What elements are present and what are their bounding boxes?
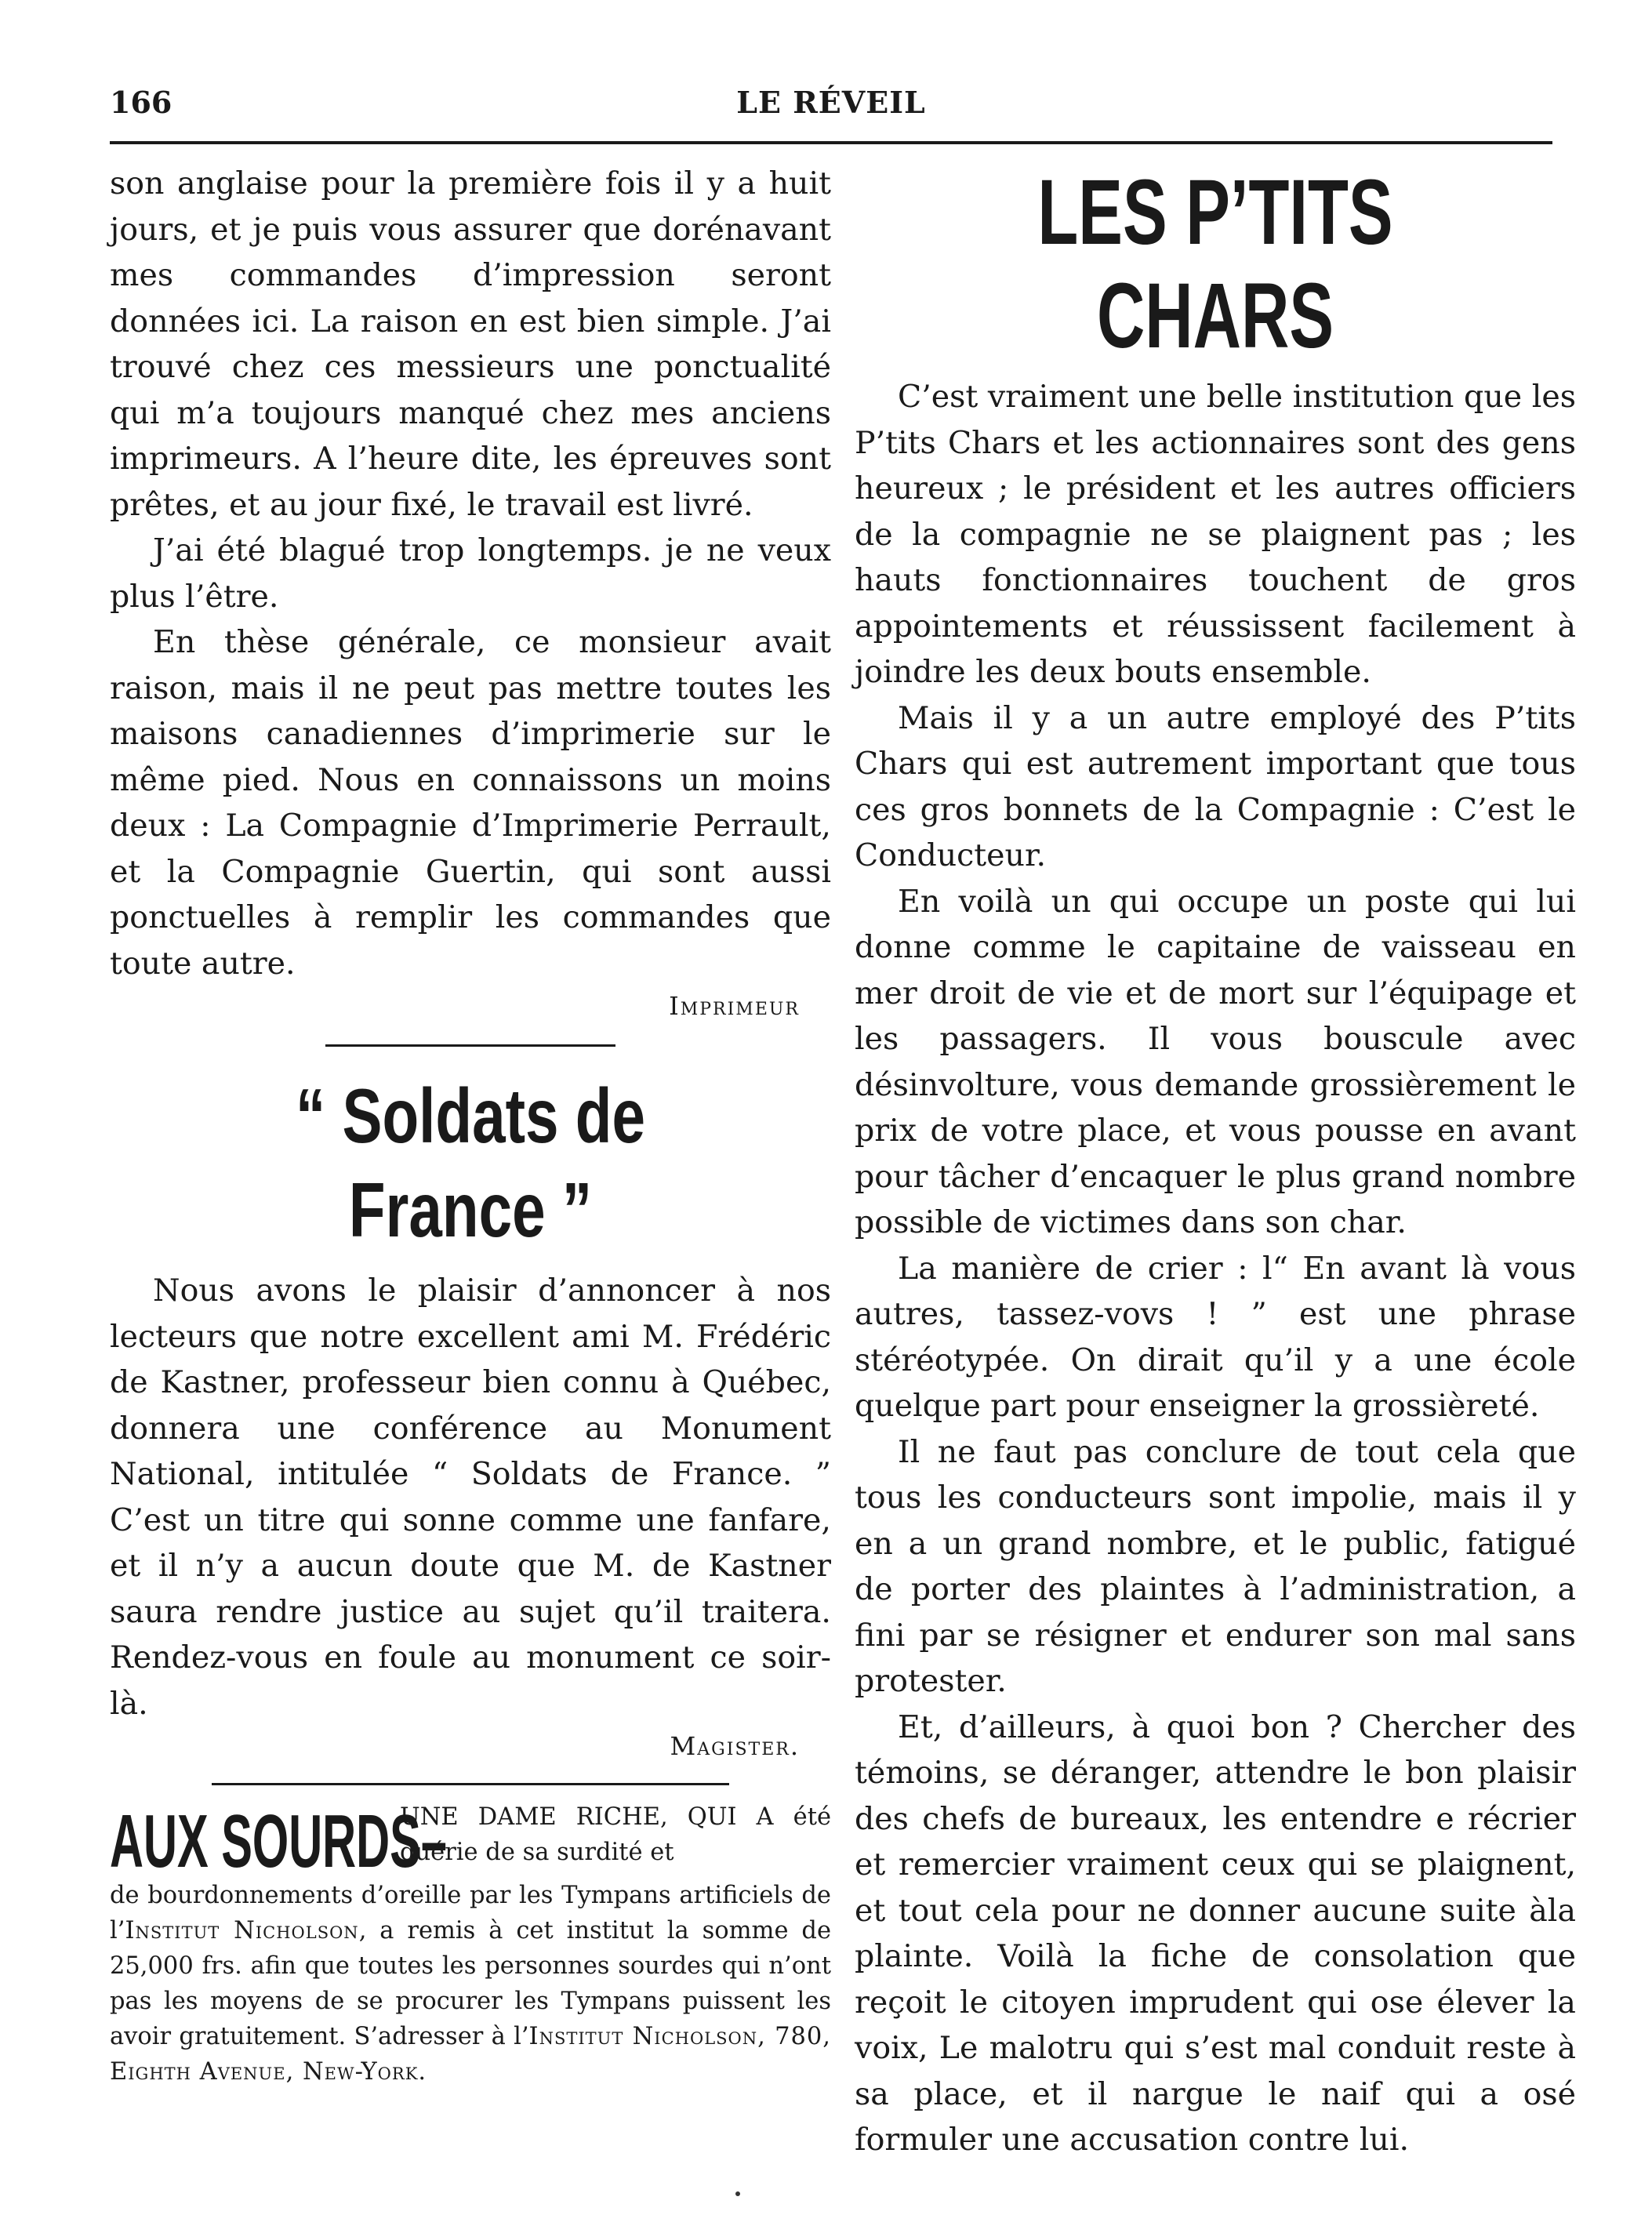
ad-title: AUX SOURDS– (110, 1799, 447, 1883)
ad-body-part2: , a remis à cet institut la somme de 25,000 frs. afin que toutes les personnes sourdes qui n’ont pas les moyens de se procurer les Tympans puissent les avoir gratuitement. S’adresser à l’ (110, 1917, 831, 2050)
page-number: 166 (110, 85, 172, 120)
soldats-signature: Magister. (670, 1731, 800, 1761)
ad-institut-name: Institut Nicholson (125, 1917, 359, 1944)
advertisement (110, 1799, 831, 2090)
soldats-paragraph: Nous avons le plaisir d’annoncer à nos lecteurs que notre excellent ami M. Frédéric de Kastner, professeur bien connu à Québec, donnera une conférence au Monument National, intitulée “ Soldats de France. ” C’est un titre qui sonne comme une fanfare, et il n’y a aucun doute que M. de Kastner saura rendre justice au sujet qu’il traitera. Rendez-vous en foule au monument ce soir-là. (110, 1273, 831, 1722)
chars-paragraph-3: En voilà un qui occupe un poste qui lui donne comme le capitaine de vaisseau en mer droit de vie et de mort sur l’équipage et les passagers. Il vous bouscule avec désinvolture, vous demande grossièrement le prix de votre place, et vous pousse en avant pour tâcher d’encaquer le plus grand nombre possible de victimes dans son char. (855, 883, 1576, 1240)
ad-lead: UNE DAME RICHE, QUI A été guérie de sa surdité et (400, 1803, 831, 1866)
print-mark (735, 2191, 740, 2196)
chars-paragraph-6: Et, d’ailleurs, à quoi bon ? Chercher des témoins, se déranger, attendre le bon plaisir des chefs de bureaux, les entendre e récrier et remercier vraiment ceux qui se plaignent, et tout cela pour ne donner aucune suite àla plainte. Voilà la fiche de consolation que reçoit le citoyen imprudent qui ose élever la voix, Le malotru qui s’est mal conduit reste à sa place, et il nargue le naif qui a osé formuler une accusation contre lui. (855, 1708, 1576, 2158)
chars-heading: LES P’TITS CHARS (1037, 161, 1393, 368)
right-column (855, 161, 1576, 2163)
ad-divider (212, 1783, 729, 1785)
letter-signature: Imprimeur (669, 991, 800, 1021)
header-rule (110, 141, 1552, 144)
soldats-heading: “ Soldats de France ” (296, 1073, 645, 1253)
ad-header (110, 1799, 831, 1883)
letter-paragraph-1: son anglaise pour la première fois il y a huit jours, et je puis vous assurer que dorénavant mes commandes d’impression seront données ici. La raison en est bien simple. J’ai trouvé chez ces messieurs une ponctualité qui m’a toujours manqué chez mes anciens imprimeurs. A l’heure dite, les épreuves sont prêtes, et au jour fixé, le travail est livré. (110, 165, 831, 523)
ad-body-part1: de bourdonnements d’oreille par les Tympans artificiels de l’ (110, 1882, 831, 1944)
chars-paragraph-1: C’est vraiment une belle institution que les P’tits Chars et les actionnaires sont des gens heureux ; le président et les autres officiers de la compagnie ne se plaignent pas ; les hauts fonctionnaires touchent de gros appointements et réussissent facilement à joindre les deux bouts ensemble. (855, 379, 1576, 690)
ad-body (110, 1878, 831, 2090)
running-head (110, 85, 1552, 132)
left-column (110, 161, 831, 2090)
chars-paragraph-5: Il ne faut pas conclure de tout cela que tous les conducteurs sont impolie, mais il y en a un grand nombre, et le public, fatigué de porter des plaintes à l’administration, a fini par se résigner et endurer son mal sans protester. (855, 1433, 1576, 1699)
section-divider (325, 1044, 615, 1047)
chars-paragraph-2: Mais il y a un autre employé des P’tits Chars qui est autrement important que tous ces gros bonnets de la Compagnie : C’est le Conducteur. (855, 699, 1576, 873)
chars-paragraph-4: La manière de crier : l“ En avant là vous autres, tassez-vovs ! ” est une phrase stéréotypée. On dirait qu’il y a une école quelque part pour enseigner la grossièreté. (855, 1250, 1576, 1424)
ad-address: Institut Nicholson, 780, Eighth Avenue, New-York. (110, 2023, 831, 2086)
letter-paragraph-2: J’ai été blagué trop longtemps. je ne veux plus l’être. (110, 532, 831, 615)
letter-paragraph-3: En thèse générale, ce monsieur avait raison, mais il ne peut pas mettre toutes les maisons canadiennes d’imprimerie sur le même pied. Nous en connaissons un moins deux : La Compagnie d’Imprimerie Perrault, et la Compagnie Guertin, qui sont aussi ponctuelles à remplir les commandes que toute autre. (110, 624, 831, 982)
journal-title: LE RÉVEIL (736, 85, 926, 120)
